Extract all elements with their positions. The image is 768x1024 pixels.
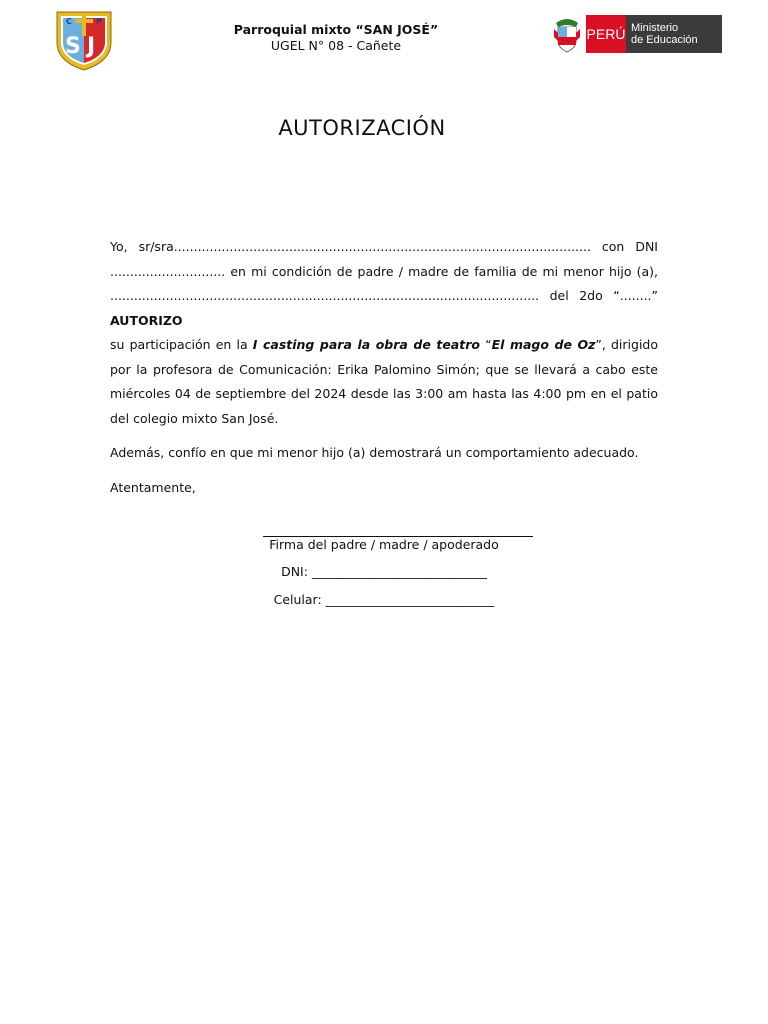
signature-label: Firma del padre / madre / apoderado (269, 537, 499, 552)
school-name: Parroquial mixto “SAN JOSÉ” (233, 22, 439, 37)
behavior-paragraph: Además, confío en que mi menor hijo (a) demostrará un comportamiento adecuado. (110, 445, 639, 460)
ministry-line-1: Ministerio (631, 22, 679, 34)
body-rest (110, 333, 658, 431)
text-segment: “ (479, 337, 492, 352)
ministry-line-2: de Educación (631, 34, 698, 46)
ministry-label (626, 15, 722, 53)
name-blank: sr/sra......................................................................................................... (138, 239, 591, 254)
celular-field: Celular: ___________________________ (273, 592, 495, 607)
autorizo-text: AUTORIZO (110, 312, 183, 328)
ugel-label: UGEL N° 08 - Cañete (270, 38, 402, 53)
text-yo: Yo, (110, 239, 128, 254)
svg-text:P: P (96, 17, 102, 26)
school-crest-icon (53, 8, 115, 72)
svg-text:C: C (66, 17, 72, 26)
text-segment: su participación en la (110, 337, 253, 352)
student-blank: ............................................................................................................ del 2do “........” (110, 288, 658, 303)
body-line-1 (110, 235, 658, 260)
text-segment: ”, dirigido por la profesora de Comunicación: Erika Palomino Simón; que se llevará a cabo este miércoles 04 de septiembre del 2024 desde las 3:00 am hasta las 4:00 pm en el patio del colegio mixto San José. (110, 337, 658, 426)
document-title: AUTORIZACIÓN (278, 116, 446, 140)
peru-label: PERÚ (586, 15, 626, 53)
letterhead (200, 22, 472, 54)
ministry-logo (552, 15, 722, 53)
document-body (110, 235, 658, 500)
peru-coat-of-arms-icon (552, 15, 582, 53)
authorization-paragraph (110, 235, 658, 431)
text-con: con (601, 239, 625, 254)
svg-text:J: J (87, 34, 96, 59)
dni-field: DNI: ____________________________ (281, 564, 487, 579)
play-title: El mago de Oz (491, 337, 596, 352)
svg-text:S: S (65, 34, 81, 59)
text-dni: DNI (635, 239, 658, 254)
body-line-2: ............................. en mi condición de padre / madre de familia de mi menor hijo (a), (110, 263, 658, 279)
event-name: I casting para la obra de teatro (252, 337, 480, 352)
body-line-3 (110, 284, 658, 333)
closing-text: Atentamente, (110, 479, 196, 495)
